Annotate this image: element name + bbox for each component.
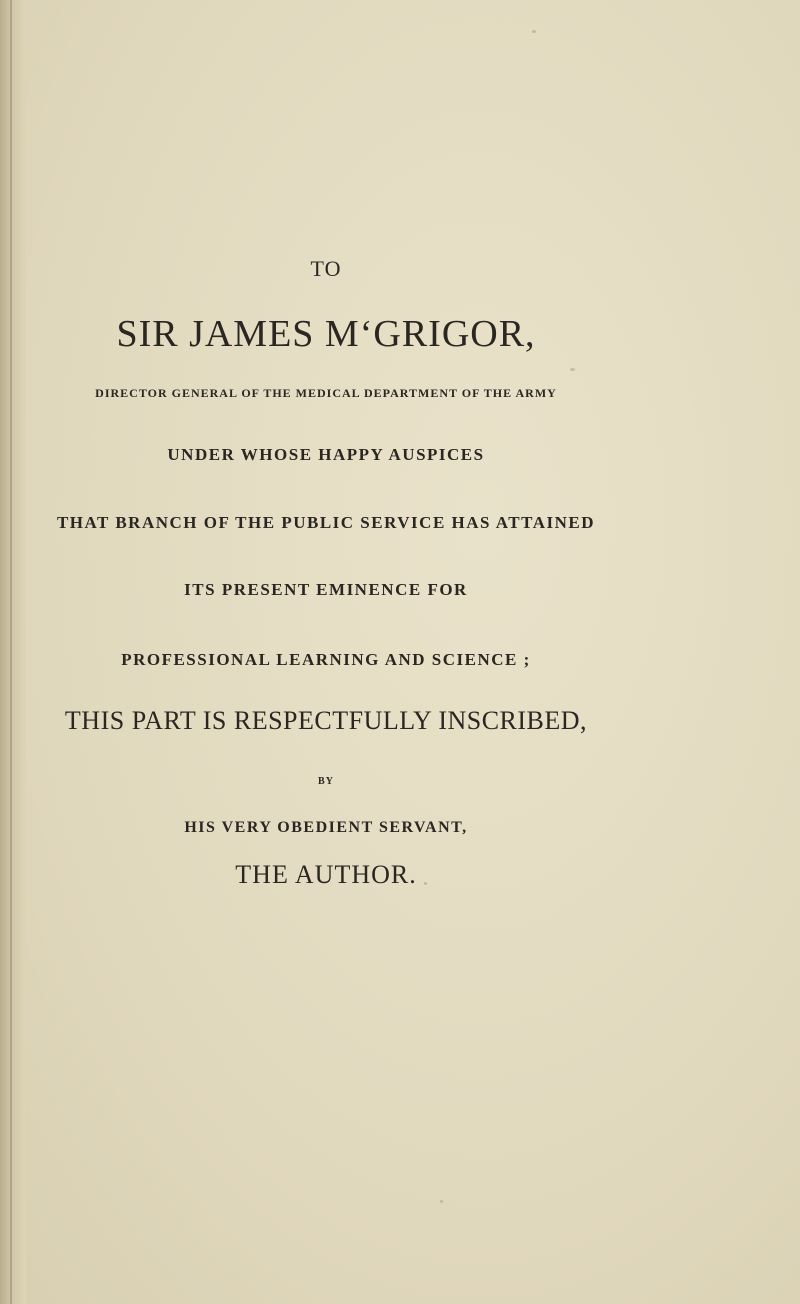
paper-speck (532, 30, 536, 33)
dedication-author: THE AUTHOR. (235, 860, 417, 889)
dedication-by: BY (318, 776, 334, 787)
dedication-servant: HIS VERY OBEDIENT SERVANT, (184, 819, 468, 836)
dedication-line-4: PROFESSIONAL LEARNING AND SCIENCE ; (121, 650, 531, 669)
dedicatee-name: SIR JAMES M‘GRIGOR, (116, 313, 536, 355)
dedication-line-3: ITS PRESENT EMINENCE FOR (184, 580, 468, 599)
dedication-to: TO (310, 256, 342, 281)
dedicatee-title: DIRECTOR GENERAL OF THE MEDICAL DEPARTMENT OF THE ARMY (95, 386, 557, 400)
dedication-line-2: THAT BRANCH OF THE PUBLIC SERVICE HAS ATTAINED (56, 513, 596, 532)
paper-speck (570, 368, 575, 371)
paper-speck (440, 1200, 443, 1203)
dedication-line-1: UNDER WHOSE HAPPY AUSPICES (167, 445, 485, 464)
dedication-line-5: THIS PART IS RESPECTFULLY INSCRIBED, (64, 706, 588, 735)
